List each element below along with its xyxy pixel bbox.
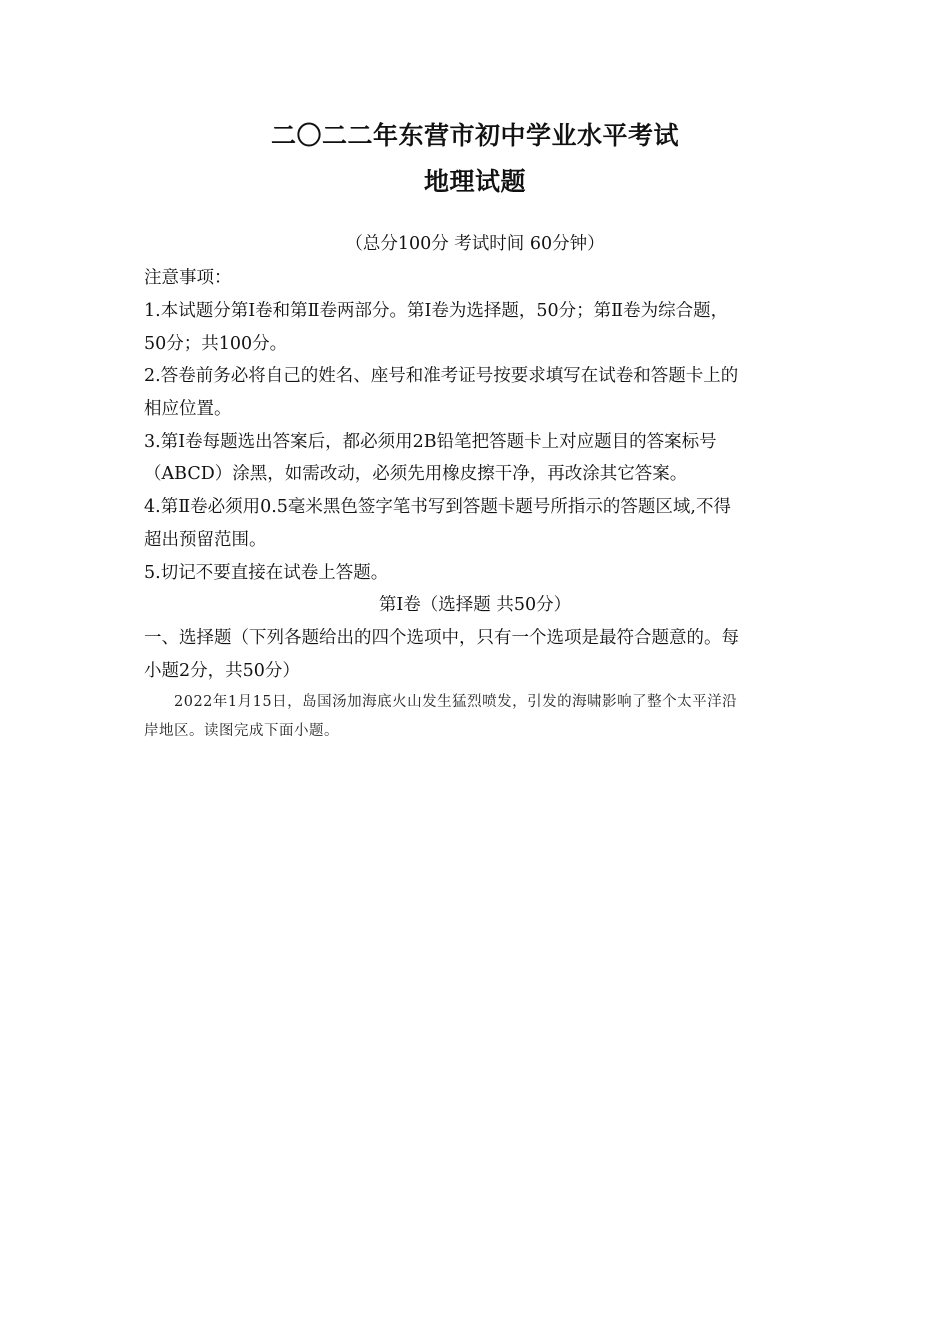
- note-2-line-2: 相应位置。: [144, 399, 232, 419]
- part-heading-line-1: 一、选择题（下列各题给出的四个选项中，只有一个选项是最符合题意的。每: [144, 628, 739, 648]
- note-5: 5.切记不要直接在试卷上答题。: [144, 563, 389, 583]
- notes-heading: 注意事项：: [144, 268, 232, 288]
- note-3-line-2: （ABCD）涂黑，如需改动，必须先用橡皮擦干净，再改涂其它答案。: [144, 464, 688, 484]
- note-4-line-2: 超出预留范围。: [144, 530, 267, 550]
- note-1-line-1: 1.本试题分第Ⅰ卷和第Ⅱ卷两部分。第Ⅰ卷为选择题，50分；第Ⅱ卷为综合题，: [144, 301, 729, 321]
- passage-line-2: 岸地区。读图完成下面小题。: [144, 723, 339, 739]
- section-heading: 第Ⅰ卷（选择题 共50分）: [378, 595, 572, 615]
- note-1-line-2: 50分；共100分。: [144, 334, 288, 354]
- exam-subject: 地理试题: [423, 167, 526, 196]
- part-heading-line-2: 小题2分，共50分）: [144, 661, 300, 681]
- passage-line-1: 2022年1月15日，岛国汤加海底火山发生猛烈喷发，引发的海啸影响了整个太平洋沿: [174, 694, 738, 710]
- note-3-line-1: 3.第Ⅰ卷每题选出答案后，都必须用2B铅笔把答题卡上对应题目的答案标号: [144, 432, 717, 452]
- note-4-line-1: 4.第Ⅱ卷必须用0.5毫米黑色签字笔书写到答题卡题号所指示的答题区域,不得: [144, 497, 731, 517]
- exam-info: （总分100分 考试时间 60分钟）: [345, 234, 605, 254]
- exam-title: 二〇二二年东营市初中学业水平考试: [270, 121, 679, 150]
- note-2-line-1: 2.答卷前务必将自己的姓名、座号和准考证号按要求填写在试卷和答题卡上的: [144, 366, 739, 386]
